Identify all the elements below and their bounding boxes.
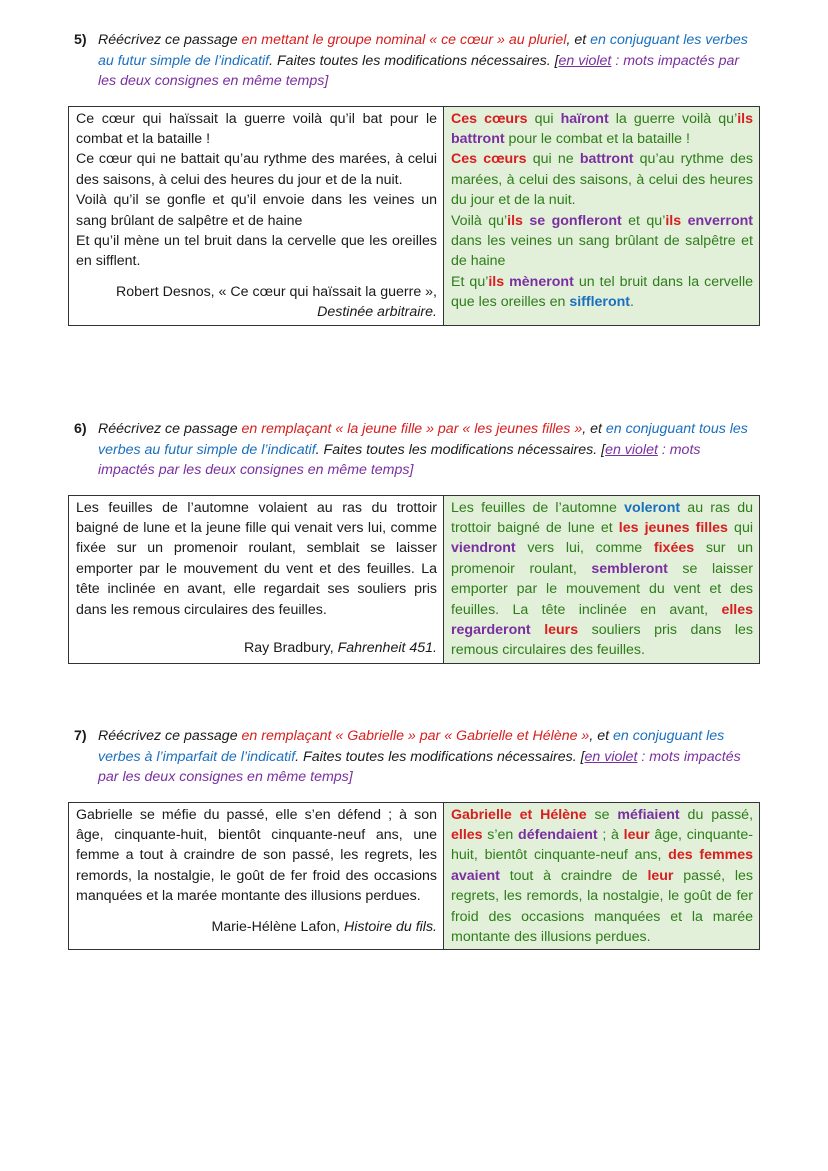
rewritten-text: Ces cœurs qui haïront la guerre voilà qu’ils battront pour le combat et la bataille ! Ces cœurs qui ne battront qu’au rythme des marées, à celui des saisons, à celui des heures du jour et de la nuit. Voilà qu’ils se gonfleront et qu’ils enverront dans les veines un sang brûlant de salpêtre et de haine Et qu’ils mèneront un tel bruit dans la cervelle que les oreilles en siffleront.: [444, 106, 760, 325]
exercise-7: [68, 726, 760, 950]
source-citation: Marie-Hélène Lafon, Histoire du fils.: [211, 918, 437, 935]
exercise-number: 6): [74, 421, 87, 437]
original-text: Les feuilles de l’automne volaient au ras du trottoir baigné de lune et la jeune fille qui venait vers lui, comme fixée sur un promenoir roulant, semblait se laisser emporter par le mouvement du vent et des feuilles. La tête inclinée en avant, elle regardait ses souliers pris dans les remous circulaires des feuilles. Ray Bradbury, Fahrenheit 451.: [69, 495, 444, 663]
exercise-5-table: [68, 106, 760, 326]
exercise-5: [68, 30, 760, 326]
original-text: Ce cœur qui haïssait la guerre voilà qu’il bat pour le combat et la bataille ! Ce cœur qui ne battait qu’au rythme des marées, à celui des saisons, à celui des heures du jour et de la nuit. Voilà qu’il se gonfle et qu’il envoie dans les veines un sang brûlant de salpêtre et de haine Et qu’il mène un tel bruit dans la cervelle que les oreilles en sifflent. Robert Desnos, « Ce cœur qui haïssait la guerre », Destinée arbitraire.: [69, 106, 444, 325]
source-citation: Ray Bradbury, Fahrenheit 451.: [244, 639, 437, 656]
exercise-6-table: [68, 495, 760, 664]
source-citation: Robert Desnos, « Ce cœur qui haïssait la guerre », Destinée arbitraire.: [116, 283, 437, 321]
exercise-6: [68, 419, 760, 664]
original-text: Gabrielle se méfie du passé, elle s’en défend ; à son âge, cinquante-huit, bientôt cinquante-neuf ans, une femme a tout à craindre de son passé, les regrets, les remords, la nostalgie, le goût de fer froid des occasions manquées et la marée montante des illusions perdues. Marie-Hélène Lafon, Histoire du fils.: [69, 802, 444, 950]
rewritten-text: Gabrielle et Hélène se méfiaient du passé, elles s’en défendaient ; à leur âge, cinquante-huit, bientôt cinquante-neuf ans, des femmes avaient tout à craindre de leur passé, les regrets, les remords, la nostalgie, le goût de fer froid des occasions manquées et la marée montante des illusions perdues.: [444, 802, 760, 950]
exercise-7-instructions: 7) Réécrivez ce passage en remplaçant « Gabrielle » par « Gabrielle et Hélène », et en conjuguant les verbes à l’imparfait de l’indicatif. Faites toutes les modifications nécessaires. [en violet : mots impactés par les deux consignes en même temps]: [74, 728, 741, 785]
exercise-number: 7): [74, 728, 87, 744]
rewritten-text: Les feuilles de l’automne voleront au ras du trottoir baigné de lune et les jeunes filles qui viendront vers lui, comme fixées sur un promenoir roulant, sembleront se laisser emporter par le mouvement du vent et des feuilles. La tête inclinée en avant, elles regarderont leurs souliers pris dans les remous circulaires des feuilles.: [444, 495, 760, 663]
exercise-7-table: [68, 802, 760, 951]
exercise-6-instructions: 6) Réécrivez ce passage en remplaçant « la jeune fille » par « les jeunes filles », et en conjuguant tous les verbes au futur simple de l’indicatif. Faites toutes les modifications nécessaires. [en violet : mots impactés par les deux consignes en même temps]: [74, 421, 748, 478]
exercise-5-instructions: 5) Réécrivez ce passage en mettant le groupe nominal « ce cœur » au pluriel, et en conjuguant les verbes au futur simple de l’indicatif. Faites toutes les modifications nécessaires. [en violet : mots impactés par les deux consignes en même temps]: [74, 32, 748, 89]
exercise-number: 5): [74, 32, 87, 48]
